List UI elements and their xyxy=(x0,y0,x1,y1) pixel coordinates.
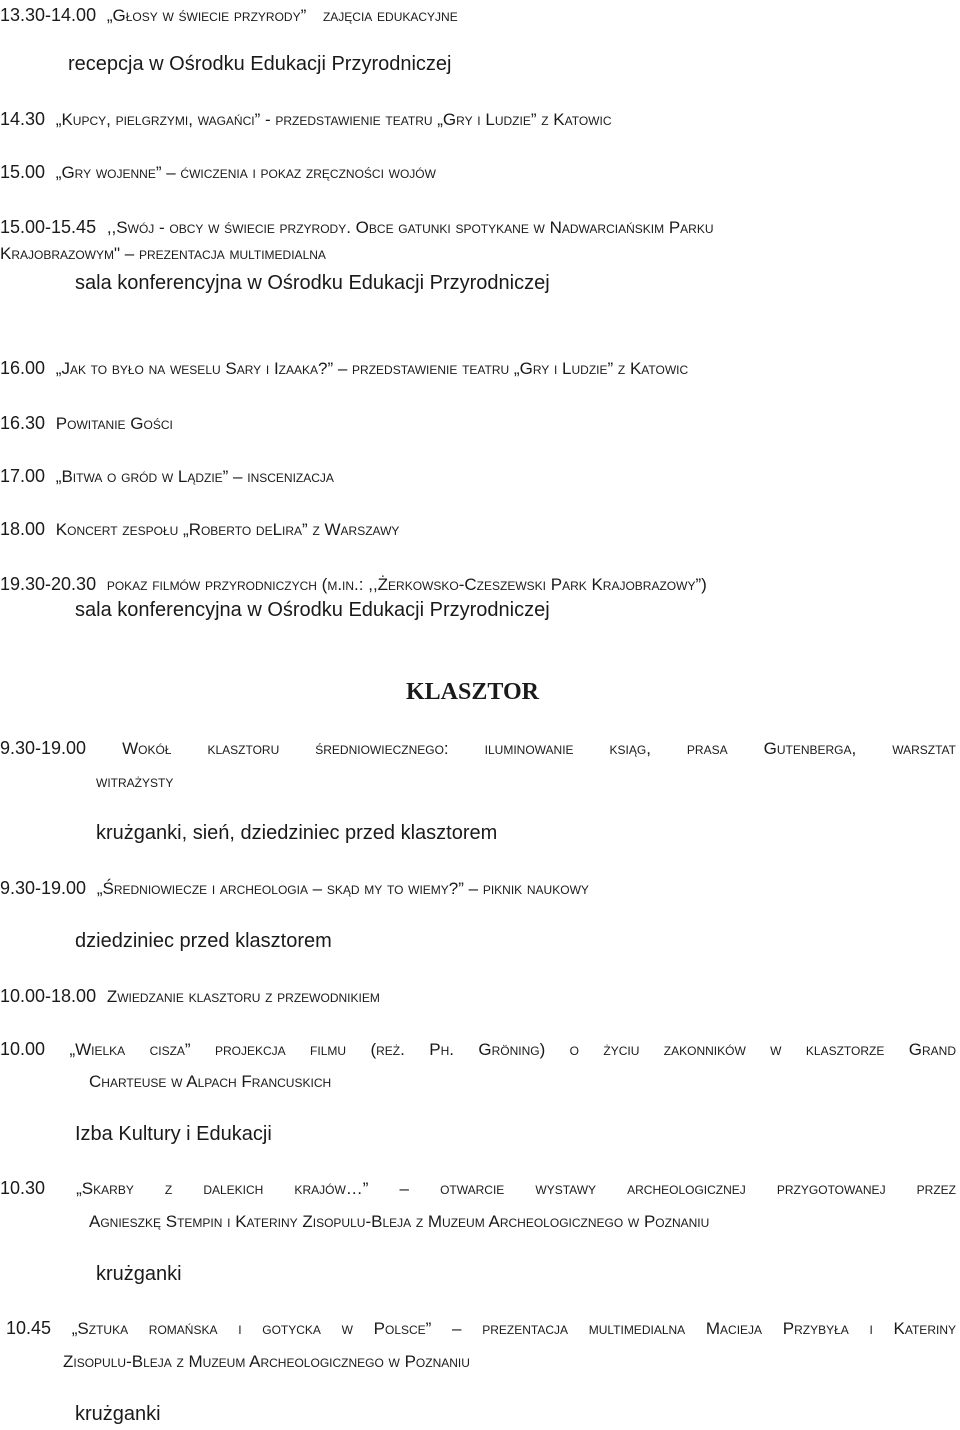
event-1600 xyxy=(0,357,688,380)
event-time: 19.30-20.30 xyxy=(0,574,97,594)
event-venue: recepcja w Ośrodku Edukacji Przyrodniczej xyxy=(68,53,452,75)
klasztor-event-1 xyxy=(0,737,956,760)
event-time: 16.00 xyxy=(0,358,46,378)
event-title: Powitanie Gości xyxy=(55,414,173,433)
event-title-continued: witrażysty xyxy=(96,772,174,791)
event-time: 15.00-15.45 xyxy=(0,217,97,237)
event-time: 10.45 xyxy=(6,1318,52,1338)
event-title: „Średniowiecze i archeologia – skąd my to wiemy?” – piknik naukowy xyxy=(96,879,589,898)
event-time: 9.30-19.00 xyxy=(0,878,87,898)
event-time: 16.30 xyxy=(0,413,46,433)
event-title: „Jak to było na weselu Sary i Izaaka?” – przedstawienie teatru „Gry i Ludzie” z Katowic xyxy=(55,359,689,378)
event-time: 10.00 xyxy=(0,1039,46,1059)
event-1500-1545 xyxy=(0,216,714,239)
event-1800 xyxy=(0,518,399,541)
event-1930 xyxy=(0,573,707,596)
event-1500 xyxy=(0,161,436,184)
section-heading: KLASZTOR xyxy=(406,679,539,705)
event-time: 10.00-18.00 xyxy=(0,986,97,1006)
event-title: pokaz filmów przyrodniczych (m.in.: ,,Żerkowsko-Czeszewski Park Krajobrazowy”) xyxy=(106,575,707,594)
event-title: „Bitwa o gród w Lądzie” – inscenizacja xyxy=(55,467,334,486)
event-time: 18.00 xyxy=(0,519,46,539)
klasztor-event-3 xyxy=(0,985,380,1008)
event-title-continued: Zisopulu-Bleja z Muzeum Archeologicznego w Poznaniu xyxy=(63,1352,470,1371)
event-title: „Sztuka romańska i gotycka w Polsce” – prezentacja multimedialna Macieja Przybyła i Kateriny xyxy=(71,1319,956,1338)
event-title: „Kupcy, pielgrzymi, wagańci” - przedstawienie teatru „Gry i Ludzie” z Katowic xyxy=(55,110,612,129)
event-venue: sala konferencyjna w Ośrodku Edukacji Przyrodniczej xyxy=(75,272,550,294)
event-title: „Skarby z dalekich krajów…” – otwarcie wystawy archeologicznej przygotowanej przez xyxy=(76,1179,956,1198)
event-title: Wokół klasztoru średniowiecznego: iluminowanie ksiąg, prasa Gutenberga, warsztat xyxy=(122,739,956,758)
event-venue: krużganki xyxy=(96,1263,182,1285)
event-venue: sala konferencyjna w Ośrodku Edukacji Przyrodniczej xyxy=(75,599,550,621)
event-venue: dziedziniec przed klasztorem xyxy=(75,930,332,952)
event-time: 15.00 xyxy=(0,162,46,182)
event-note: zajęcia edukacyjne xyxy=(322,6,458,25)
event-time: 14.30 xyxy=(0,109,46,129)
event-1430 xyxy=(0,108,611,131)
event-1700 xyxy=(0,465,334,488)
event-venue: Izba Kultury i Edukacji xyxy=(75,1123,272,1145)
event-1630 xyxy=(0,412,173,435)
event-time: 9.30-19.00 xyxy=(0,738,87,758)
klasztor-event-2 xyxy=(0,877,589,900)
event-time: 17.00 xyxy=(0,466,46,486)
event-title: Koncert zespołu „Roberto deLira” z Warszawy xyxy=(55,520,400,539)
klasztor-event-4 xyxy=(0,1038,956,1061)
event-title: „Gry wojenne” – ćwiczenia i pokaz zręczności wojów xyxy=(55,163,436,182)
event-venue: krużganki, sień, dziedziniec przed klasztorem xyxy=(96,822,498,844)
event-time: 10.30 xyxy=(0,1178,46,1198)
event-title: „Wielka cisza” projekcja filmu (reż. Ph. Gröning) o życiu zakonników w klasztorze Grand xyxy=(69,1040,956,1059)
event-title: „Głosy w świecie przyrody” xyxy=(106,6,307,25)
klasztor-event-5 xyxy=(0,1177,956,1200)
event-time: 13.30-14.00 xyxy=(0,5,97,25)
event-title-continued: Charteuse w Alpach Francuskich xyxy=(89,1072,332,1091)
event-title: ,,Swój - obcy w świecie przyrody. Obce gatunki spotykane w Nadwarciańskim Parku xyxy=(106,218,714,237)
event-title-continued: Agnieszkę Stempin i Kateriny Zisopulu-Bleja z Muzeum Archeologicznego w Poznaniu xyxy=(89,1212,710,1231)
event-title-continued: Krajobrazowym" – prezentacja multimedialna xyxy=(0,244,326,263)
event-venue: krużganki xyxy=(75,1403,161,1425)
event-title: Zwiedzanie klasztoru z przewodnikiem xyxy=(106,987,380,1006)
klasztor-event-6 xyxy=(6,1317,956,1340)
event-1330 xyxy=(0,4,458,27)
